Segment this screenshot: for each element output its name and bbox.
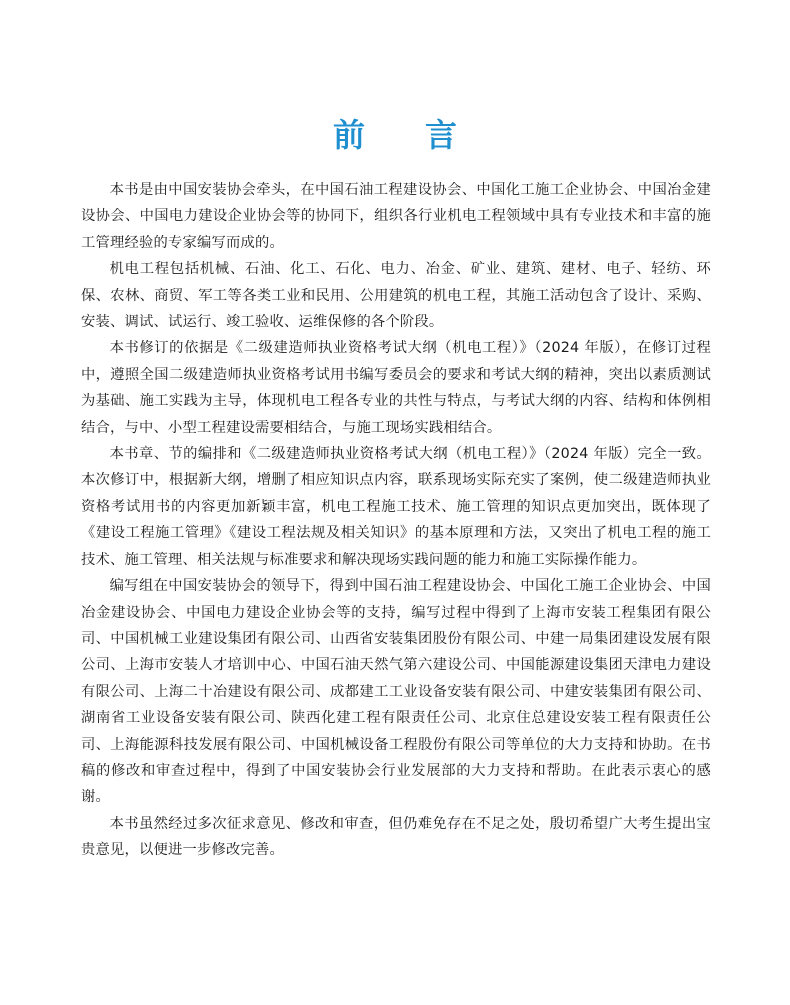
paragraph-4: 本书章、节的编排和《二级建造师执业资格考试大纲（机电工程）》（2024 年版）完全一致。本次修订中，根据新大纲，增删了相应知识点内容，联系现场实际充实了案例，使二级建造师执业资格考试用书的内容更加新颖丰富，机电工程施工技术、施工管理的知识点更加突出，既体现了《建设工程施工管理》《建设工程法规及相关知识》的基本原理和方法，又突出了机电工程的施工技术、施工管理、相关法规与标准要求和解决现场实践问题的能力和施工实际操作能力。 [81,446,711,568]
paragraph-1: 本书是由中国安装协会牵头，在中国石油工程建设协会、中国化工施工企业协会、中国冶金建设协会、中国电力建设企业协会等的协同下，组织各行业机电工程领域中具有专业技术和丰富的施工管理经验的专家编写而成的。 [81,182,711,251]
paragraph-3: 本书修订的依据是《二级建造师执业资格考试大纲（机电工程）》（2024 年版），在修订过程中，遵照全国二级建造师执业资格考试用书编写委员会的要求和考试大纲的精神，突出以素质测试为基础、施工实践为主导，体现机电工程各专业的共性与特点，与考试大纲的内容、结构和体例相结合，与中、小型工程建设需要相结合，与施工现场实践相结合。 [81,340,711,436]
paragraph-6: 本书虽然经过多次征求意见、修改和审查，但仍难免存在不足之处，殷切希望广大考生提出宝贵意见，以便进一步修改完善。 [81,815,711,859]
page-title: 前言 [332,116,517,155]
paragraph-5: 编写组在中国安装协会的领导下，得到中国石油工程建设协会、中国化工施工企业协会、中国冶金建设协会、中国电力建设企业协会等的支持，编写过程中得到了上海市安装工程集团有限公司、中国机械工业建设集团有限公司、山西省安装集团股份有限公司、中建一局集团建设发展有限公司、上海市安装人才培训中心、中国石油天然气第六建设公司、中国能源建设集团天津电力建设有限公司、上海二十冶建设有限公司、成都建工工业设备安装有限公司、中建安装集团有限公司、湖南省工业设备安装有限公司、陕西化建工程有限责任公司、北京住总建设安装工程有限责任公司、上海能源科技发展有限公司、中国机械设备工程股份有限公司等单位的大力支持和协助。在书稿的修改和审查过程中，得到了中国安装协会行业发展部的大力支持和帮助。在此表示衷心的感谢。 [81,578,711,806]
paragraph-2: 机电工程包括机械、石油、化工、石化、电力、冶金、矿业、建筑、建材、电子、轻纺、环保、农林、商贸、军工等各类工业和民用、公用建筑的机电工程，其施工活动包含了设计、采购、安装、调试、试运行、竣工验收、运维保修的各个阶段。 [81,261,711,331]
preface-body [81,177,711,864]
